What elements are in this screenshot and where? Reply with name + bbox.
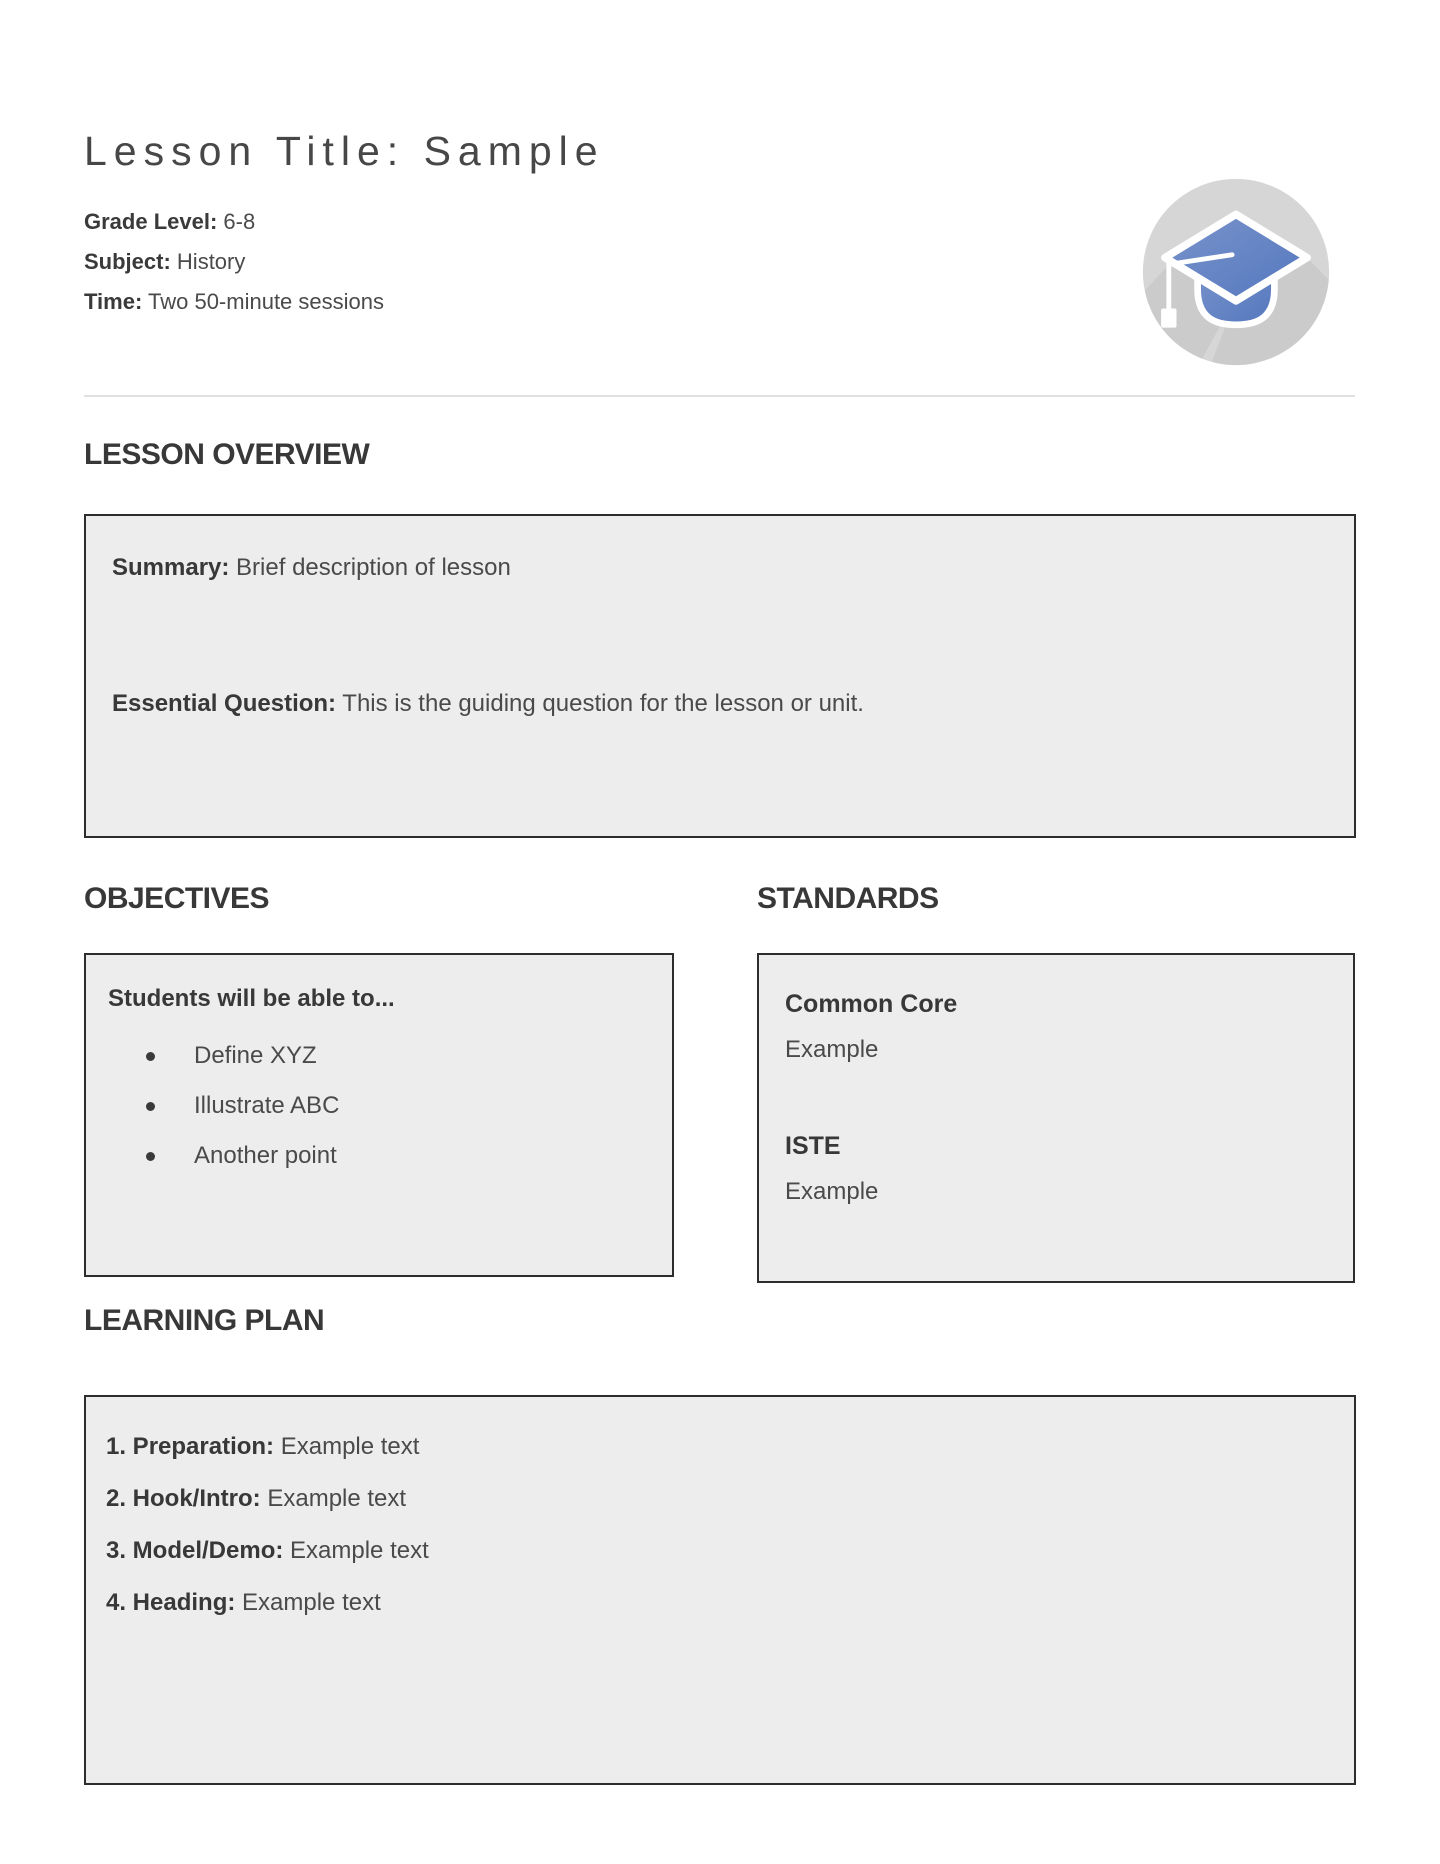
section-heading-standards: STANDARDS — [757, 882, 939, 915]
plan-step-value: Example text — [290, 1537, 429, 1564]
plan-step-label: 3. Model/Demo: — [106, 1537, 284, 1564]
objective-item: Illustrate ABC — [108, 1081, 650, 1131]
objective-item: Another point — [108, 1131, 650, 1181]
learning-plan-box — [84, 1395, 1356, 1785]
plan-step-value: Example text — [280, 1433, 420, 1460]
standard-value: Example — [785, 1036, 879, 1063]
standards-group-common-core — [785, 987, 1327, 1067]
meta-grade-level — [84, 202, 384, 242]
page-title: Lesson Title: Sample — [84, 128, 605, 174]
essential-question-field — [112, 688, 1328, 720]
lesson-meta — [84, 202, 384, 322]
lesson-overview-box — [84, 514, 1356, 838]
summary-label: Summary: — [112, 554, 230, 581]
plan-step-label: 4. Heading: — [106, 1589, 236, 1616]
meta-label: Time: — [84, 289, 143, 314]
header-divider — [84, 395, 1355, 397]
section-heading-lesson-overview: LESSON OVERVIEW — [84, 438, 370, 471]
plan-step-label: 2. Hook/Intro: — [106, 1485, 261, 1512]
objectives-list — [108, 1031, 650, 1181]
plan-step-model-demo — [106, 1525, 1334, 1577]
meta-label: Grade Level: — [84, 209, 218, 234]
meta-value: Two 50-minute sessions — [148, 289, 384, 314]
meta-time — [84, 282, 384, 322]
meta-value: History — [176, 249, 246, 274]
standard-name: Common Core — [785, 990, 958, 1018]
essential-question-value: This is the guiding question for the lesson or unit. — [342, 690, 864, 717]
summary-field — [112, 552, 1328, 584]
section-heading-learning-plan: LEARNING PLAN — [84, 1304, 325, 1337]
plan-step-hook-intro — [106, 1473, 1334, 1525]
summary-value: Brief description of lesson — [236, 554, 511, 581]
plan-step-heading — [106, 1577, 1334, 1629]
objectives-box — [84, 953, 674, 1277]
objectives-intro: Students will be able to... — [108, 985, 395, 1012]
plan-step-label: 1. Preparation: — [106, 1433, 275, 1460]
graduation-cap-icon — [1140, 176, 1332, 368]
section-heading-objectives: OBJECTIVES — [84, 882, 270, 915]
standards-group-iste — [785, 1129, 1327, 1209]
standards-box — [757, 953, 1355, 1283]
meta-subject — [84, 242, 384, 282]
essential-question-label: Essential Question: — [112, 690, 337, 717]
plan-step-preparation — [106, 1421, 1334, 1473]
standard-value: Example — [785, 1178, 879, 1205]
plan-step-value: Example text — [267, 1485, 407, 1512]
meta-value: 6-8 — [223, 209, 256, 234]
plan-step-value: Example text — [242, 1589, 381, 1616]
objective-item: Define XYZ — [108, 1031, 650, 1081]
meta-label: Subject: — [84, 249, 171, 274]
standard-name: ISTE — [785, 1132, 841, 1160]
